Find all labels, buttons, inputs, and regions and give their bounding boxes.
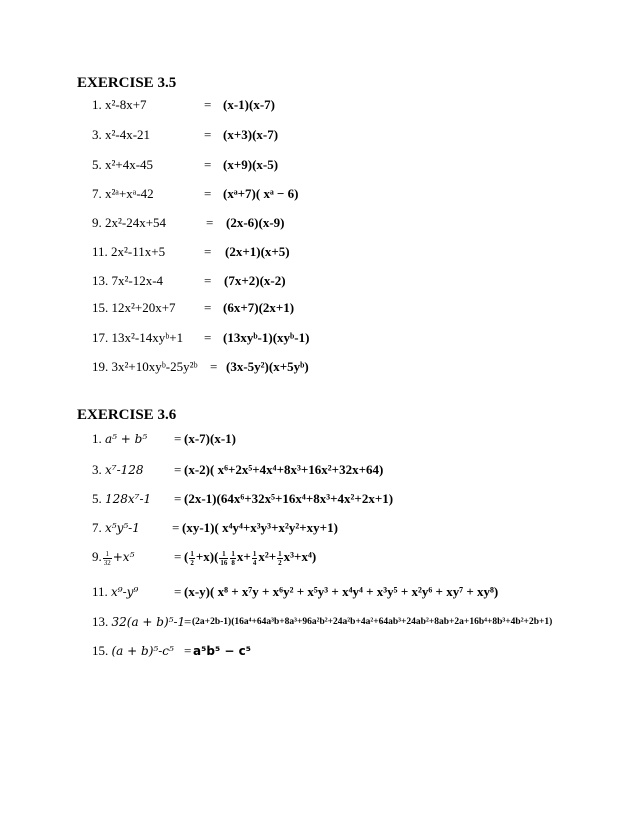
answer: (x-1)(x-7) — [223, 97, 275, 112]
answer: (6x+7)(2x+1) — [223, 300, 295, 315]
item-number: 3. — [92, 462, 102, 477]
answer: (2x+1)(x+5) — [225, 244, 290, 259]
question: a⁵ + b⁵ — [105, 432, 148, 446]
equals-sign: = — [174, 491, 182, 506]
item-number: 11. — [92, 244, 108, 259]
answer: (x-2)( x⁶+2x⁵+4x⁴+8x³+16x²+32x+64) — [184, 462, 384, 477]
equals-sign: = — [184, 614, 192, 629]
item-number: 7. — [92, 520, 102, 535]
question: x⁷-128 — [105, 463, 144, 477]
answer: (13xyᵇ-1)(xyᵇ-1) — [223, 330, 310, 345]
equals-sign: = — [206, 215, 214, 230]
item-number: 5. — [92, 157, 102, 172]
answer: (2x-6)(x-9) — [226, 215, 285, 230]
equals-sign: = — [174, 549, 182, 564]
item-number: 17. — [92, 330, 109, 345]
question: 128x⁷-1 — [105, 492, 152, 506]
equals-sign: = — [174, 431, 182, 446]
question: 2x²-11x+5 — [111, 244, 166, 259]
question: (a + b)⁵-c⁵ — [111, 644, 174, 658]
item-number: 7. — [92, 186, 102, 201]
answer: (x-y)( x⁸ + x⁷y + x⁶y² + x⁵y³ + x⁴y⁴ + x³y⁵ + x²y⁶ + xy⁷ + xy⁸) — [184, 584, 499, 599]
item-number: 13. — [92, 273, 109, 288]
item-number: 9. — [92, 549, 102, 564]
question: x²-4x-21 — [105, 127, 151, 142]
question: x²+4x-45 — [105, 157, 154, 172]
equals-sign: = — [204, 244, 212, 259]
answer: (x+9)(x-5) — [223, 157, 279, 172]
question: 2x²-24x+54 — [105, 215, 167, 230]
answer: (xᵃ+7)( xᵃ − 6) — [223, 186, 299, 201]
answer: (2x-1)(64x⁶+32x⁵+16x⁴+8x³+4x²+2x+1) — [184, 491, 394, 506]
question: 7x²-12x-4 — [111, 273, 164, 288]
equals-sign: = — [204, 273, 212, 288]
item-number: 19. — [92, 359, 109, 374]
item-number: 1. — [92, 97, 102, 112]
question: 3x²+10xyᵇ-25y²ᵇ — [111, 359, 198, 374]
question: x⁵y⁵-1 — [105, 521, 140, 535]
equals-sign: = — [204, 127, 212, 142]
item-number: 13. — [92, 614, 109, 629]
item-number: 15. — [92, 300, 109, 315]
answer: ( $\frac{1}{2}$ +x)( $\frac{1}{16}$ $\frac{1}{8}$ x+ $\frac{1}{4}$ x²+ $\frac{1}{2}$ x³+x⁴) — [184, 549, 317, 567]
equals-sign: = — [210, 359, 218, 374]
answer: a⁵b⁵ − c⁵ — [193, 644, 251, 658]
question: 12x²+20x+7 — [111, 300, 176, 315]
exercise-3-5-title: EXERCISE 3.5 — [77, 75, 177, 91]
question: 13x²-14xyᵇ+1 — [111, 330, 184, 345]
equals-sign: = — [204, 186, 212, 201]
item-number: 11. — [92, 584, 108, 599]
question: 32(a + b)⁵-1 — [111, 615, 186, 629]
item-number: 15. — [92, 643, 109, 658]
answer: (xy-1)( x⁴y⁴+x³y³+x²y²+xy+1) — [182, 520, 338, 535]
equals-sign: = — [174, 462, 182, 477]
question: x²-8x+7 — [105, 97, 147, 112]
answer: (2a+2b-1)(16a⁴+64a³b+8a³+96a²b²+24a²b+4a²+64ab³+24ab²+8ab+2a+16b⁴+8b³+4b²+2b+1) — [192, 617, 553, 627]
equals-sign: = — [204, 300, 212, 315]
item-number: 1. — [92, 431, 102, 446]
answer: (7x+2)(x-2) — [224, 273, 286, 288]
answer: (x+3)(x-7) — [223, 127, 279, 142]
exercise-3-6-title: EXERCISE 3.6 — [77, 407, 177, 423]
equals-sign: = — [172, 520, 180, 535]
fraction: $\frac{1}{32}$ — [103, 549, 111, 567]
item-number: 5. — [92, 491, 102, 506]
answer: (3x-5y²)(x+5yᵇ) — [226, 359, 309, 374]
answer: (x-7)(x-1) — [184, 431, 236, 446]
question: x⁹-y⁹ — [111, 585, 139, 599]
question: x²ᵃ+xᵃ-42 — [105, 186, 154, 201]
item-number: 9. — [92, 215, 102, 230]
equals-sign: = — [204, 157, 212, 172]
equals-sign: = — [204, 97, 212, 112]
equals-sign: = — [174, 584, 182, 599]
item-number: 3. — [92, 127, 102, 142]
equals-sign: = — [184, 643, 192, 658]
equals-sign: = — [204, 330, 212, 345]
question: +x⁵ — [112, 550, 135, 564]
